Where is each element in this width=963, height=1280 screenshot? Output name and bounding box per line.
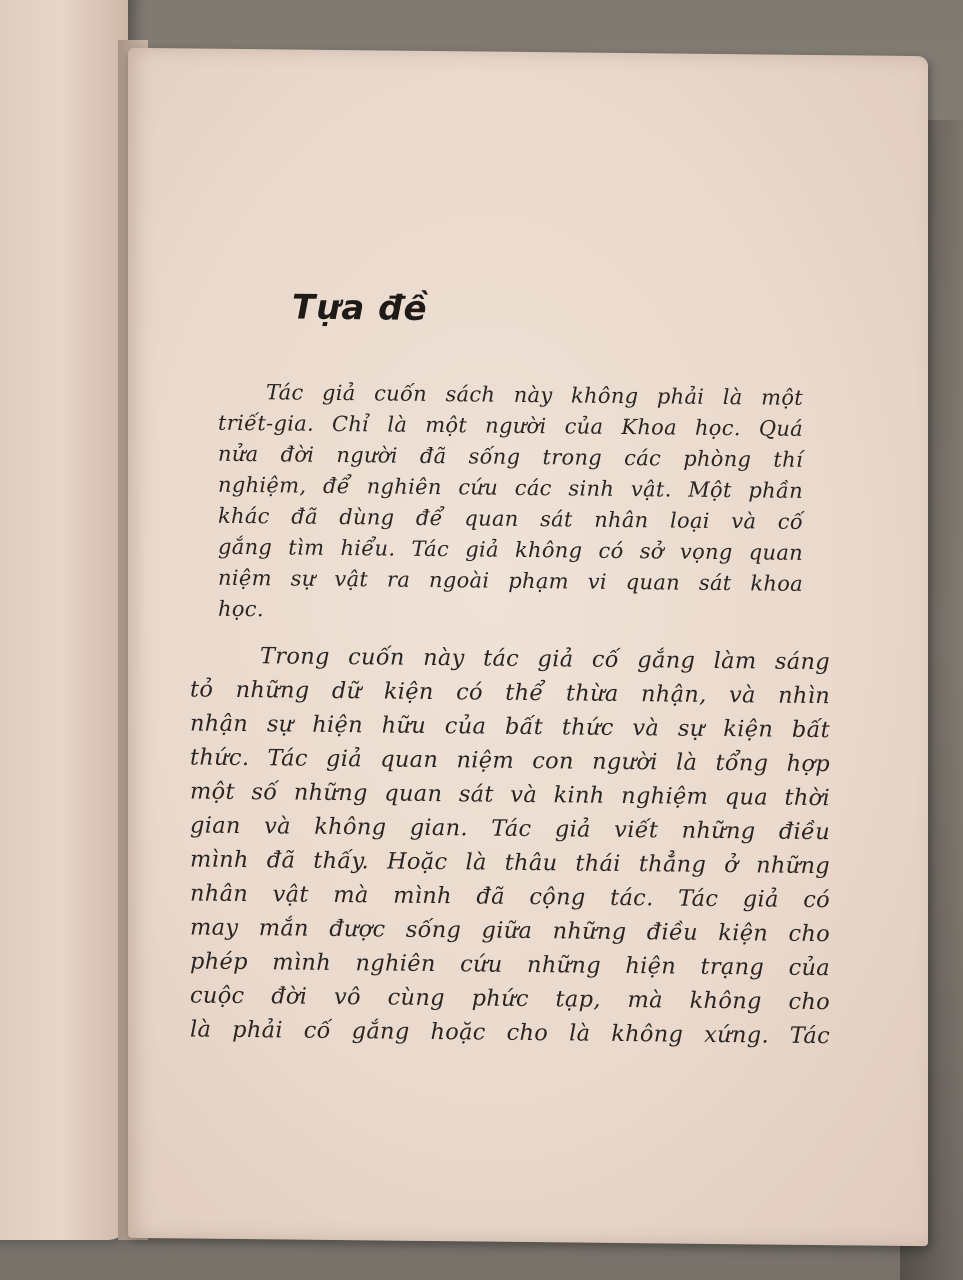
left-page [0, 0, 128, 1240]
text-line: nửa đời người đã sống trong các phòng thí [218, 441, 803, 472]
page-title: Tựa đề [292, 287, 428, 329]
paragraph-1 [218, 377, 803, 631]
text-line: tỏ những dữ kiện có thể thừa nhận, và nhìn [190, 676, 830, 710]
text-line: gian và không gian. Tác giả viết những điều [190, 812, 830, 846]
text-line: một số những quan sát và kinh nghiệm qua thời [190, 778, 830, 812]
text-line: Tác giả cuốn sách này không phải là một [266, 380, 803, 410]
text-line: học. [218, 596, 264, 622]
text-line: thức. Tác giả quan niệm con người là tổng hợp [190, 744, 830, 778]
paragraph-2 [190, 638, 830, 1053]
text-line: là phải cố gắng hoặc cho là không xứng. Tác [190, 1016, 830, 1050]
book-page [128, 48, 928, 1246]
text-line: may mắn được sống giữa những điều kiện cho [190, 914, 830, 948]
text-line: nhận sự hiện hữu của bất thức và sự kiện bất [190, 710, 830, 744]
text-line: cuộc đời vô cùng phức tạp, mà không cho [190, 982, 830, 1016]
text-line: phép mình nghiên cứu những hiện trạng của [190, 948, 830, 982]
text-line: nhân vật mà mình đã cộng tác. Tác giả có [190, 880, 830, 914]
text-line: gắng tìm hiểu. Tác giả không có sở vọng quan [218, 534, 803, 565]
text-line: nghiệm, để nghiên cứu các sinh vật. Một phần [218, 472, 803, 503]
text-line: mình đã thấy. Hoặc là thâu thái thẳng ở những [190, 846, 830, 880]
text-line: khác đã dùng để quan sát nhân loại và cố [218, 503, 803, 534]
text-line: niệm sự vật ra ngoài phạm vi quan sát khoa [218, 565, 803, 596]
text-line: Trong cuốn này tác giả cố gắng làm sáng [260, 643, 830, 676]
text-line: triết-gia. Chỉ là một người của Khoa học. Quá [218, 410, 803, 441]
